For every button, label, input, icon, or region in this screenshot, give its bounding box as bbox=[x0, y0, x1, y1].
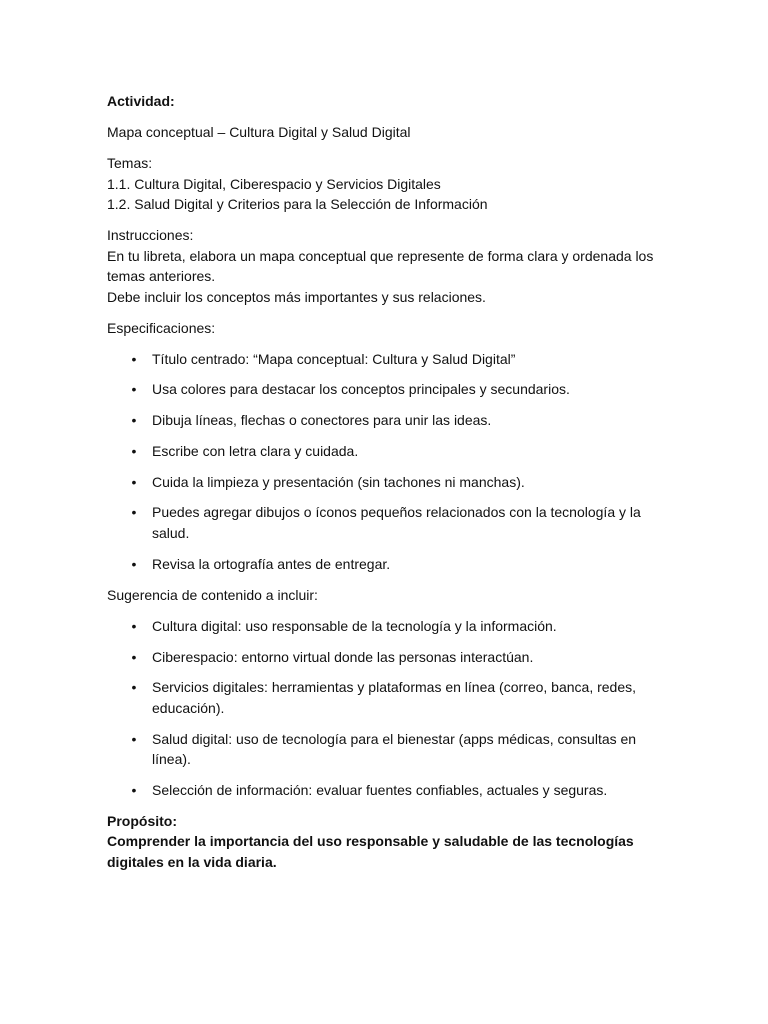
list-item bbox=[107, 729, 668, 770]
list-item-text: Revisa la ortografía antes de entregar. bbox=[152, 555, 391, 572]
instructions-heading: Instrucciones: bbox=[107, 227, 194, 243]
instructions-text: Debe incluir los conceptos más importantes y sus relaciones. bbox=[107, 288, 486, 305]
specifications-list bbox=[107, 349, 668, 575]
list-item-text: Cultura digital: uso responsable de la tecnología y la información. bbox=[152, 617, 557, 634]
list-item bbox=[107, 554, 668, 575]
list-item bbox=[107, 441, 668, 462]
list-item-text: Cuida la limpieza y presentación (sin tachones ni manchas). bbox=[152, 473, 525, 490]
topic-item: 1.1. Cultura Digital, Ciberespacio y Servicios Digitales bbox=[107, 175, 441, 192]
instructions-section bbox=[107, 225, 668, 307]
list-item-text: Puedes agregar dibujos o íconos pequeños relacionados con la tecnología y la salud. bbox=[152, 504, 641, 541]
bullet-icon: • bbox=[131, 504, 137, 521]
purpose-section bbox=[107, 811, 668, 873]
bullet-icon: • bbox=[131, 381, 137, 398]
list-item-text: Usa colores para destacar los conceptos principales y secundarios. bbox=[152, 381, 570, 398]
list-item bbox=[107, 410, 668, 431]
list-item bbox=[107, 677, 668, 718]
instructions-text: En tu libreta, elabora un mapa conceptual que represente de forma clara y ordenada los temas anteriores. bbox=[107, 247, 654, 284]
list-item bbox=[107, 472, 668, 493]
list-item-text: Dibuja líneas, flechas o conectores para unir las ideas. bbox=[152, 412, 492, 429]
bullet-icon: • bbox=[131, 412, 137, 429]
activity-title: Mapa conceptual – Cultura Digital y Salud Digital bbox=[107, 124, 411, 140]
bullet-icon: • bbox=[131, 617, 137, 634]
purpose-heading: Propósito: bbox=[107, 812, 177, 829]
specifications-heading: Especificaciones: bbox=[107, 319, 216, 336]
list-item-text: Título centrado: “Mapa conceptual: Cultura y Salud Digital” bbox=[152, 350, 516, 367]
list-item-text: Ciberespacio: entorno virtual donde las personas interactúan. bbox=[152, 648, 534, 665]
suggestions-list bbox=[107, 616, 668, 801]
purpose-text: Comprender la importancia del uso responsable y saludable de las tecnologías digitales en la vida diaria. bbox=[107, 833, 634, 870]
bullet-icon: • bbox=[131, 473, 137, 490]
bullet-icon: • bbox=[131, 679, 137, 696]
topic-item: 1.2. Salud Digital y Criterios para la Selección de Información bbox=[107, 196, 488, 212]
list-item bbox=[107, 616, 668, 637]
list-item bbox=[107, 349, 668, 370]
bullet-icon: • bbox=[131, 350, 137, 367]
bullet-icon: • bbox=[131, 442, 137, 459]
bullet-icon: • bbox=[131, 730, 137, 747]
bullet-icon: • bbox=[131, 648, 137, 665]
list-item bbox=[107, 780, 668, 801]
list-item-text: Salud digital: uso de tecnología para el bienestar (apps médicas, consultas en línea). bbox=[152, 730, 637, 768]
list-item-text: Servicios digitales: herramientas y plataformas en línea (correo, banca, redes, educación). bbox=[152, 679, 637, 716]
activity-label: Actividad: bbox=[107, 93, 175, 109]
topics-heading: Temas: bbox=[107, 155, 153, 171]
bullet-icon: • bbox=[131, 555, 137, 572]
topics-section bbox=[107, 153, 668, 215]
bullet-icon: • bbox=[131, 781, 137, 798]
list-item bbox=[107, 379, 668, 400]
list-item-text: Escribe con letra clara y cuidada. bbox=[152, 442, 359, 459]
suggestions-heading: Sugerencia de contenido a incluir: bbox=[107, 586, 318, 603]
list-item-text: Selección de información: evaluar fuentes confiables, actuales y seguras. bbox=[152, 781, 608, 798]
list-item bbox=[107, 647, 668, 668]
list-item bbox=[107, 502, 668, 543]
